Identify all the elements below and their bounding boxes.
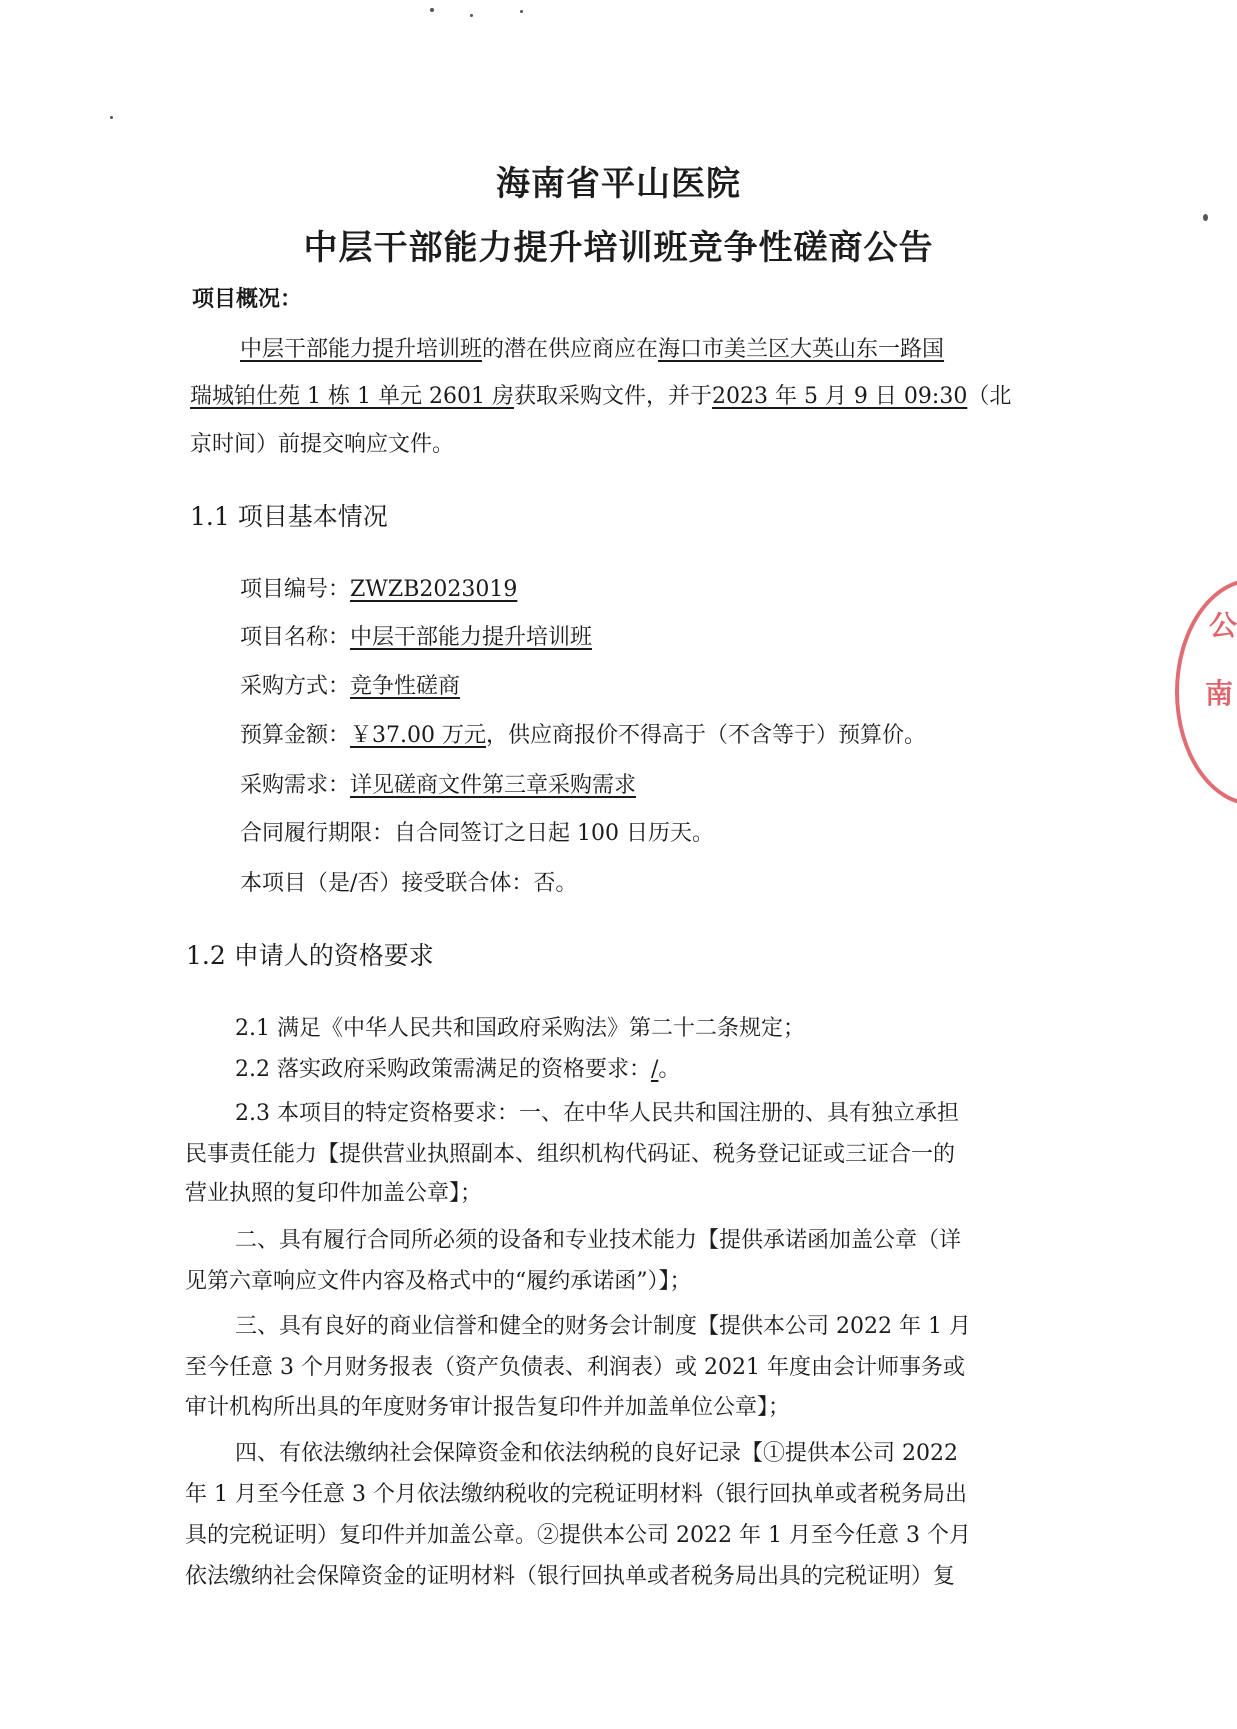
document-title-line1: 海南省平山医院 [496, 164, 741, 204]
requirement-two-line1: 二、具有履行合同所必须的设备和专业技术能力【提供承诺函加盖公章（详 [235, 1228, 962, 1253]
official-seal-stamp [1175, 578, 1237, 806]
document-title-line2: 中层干部能力提升培训班竞争性磋商公告 [303, 228, 934, 268]
requirement-three-line2: 至今任意 3 个月财务报表（资产负债表、利润表）或 2021 年度由会计师事务或 [185, 1355, 965, 1380]
requirement-three-line3: 审计机构所出具的年度财务审计报告复印件并加盖单位公章】； [185, 1395, 791, 1420]
consortium-row: 本项目（是/否）接受联合体：否。 [240, 871, 578, 896]
stamp-char: 南 [1205, 677, 1234, 710]
requirement-four-line4: 依法缴纳社会保障资金的证明材料（银行回执单或者税务局出具的完税证明）复 [185, 1564, 956, 1589]
requirement-2-1: 2.1 满足《中华人民共和国政府采购法》第二十二条规定； [235, 1016, 805, 1041]
project-number-row: 项目编号：ZWZB2023019 [240, 577, 518, 602]
section-1-2-heading: 1.2 申请人的资格要求 [186, 941, 434, 970]
stamp-char: 公 [1209, 609, 1237, 642]
budget-row: 预算金额：￥37.00 万元，供应商报价不得高于（不含等于）预算价。 [240, 723, 927, 748]
overview-heading: 项目概况： [192, 286, 303, 312]
overview-paragraph-line2: 瑞城铂仕苑 1 栋 1 单元 2601 房获取采购文件，并于2023 年 5 月 9 日 09:30（北 [190, 384, 1012, 409]
scan-speck [520, 10, 523, 13]
requirement-2-3-line3: 营业执照的复印件加盖公章】； [185, 1181, 483, 1206]
requirement-2-2: 2.2 落实政府采购政策需满足的资格要求：/。 [235, 1057, 681, 1082]
project-name-row: 项目名称：中层干部能力提升培训班 [240, 625, 593, 650]
scan-speck [430, 8, 434, 12]
requirement-two-line2: 见第六章响应文件内容及格式中的“履约承诺函”）】； [185, 1269, 692, 1294]
section-1-1-heading: 1.1 项目基本情况 [190, 502, 388, 531]
scan-speck [470, 14, 473, 17]
requirement-three-line1: 三、具有良好的商业信誉和健全的财务会计制度【提供本公司 2022 年 1 月 [235, 1314, 971, 1339]
contract-period-row: 合同履行期限：自合同签订之日起 100 日历天。 [240, 821, 714, 846]
requirement-2-3-line1: 2.3 本项目的特定资格要求：一、在中华人民共和国注册的、具有独立承担 [235, 1101, 959, 1126]
requirement-four-line2: 年 1 月至今任意 3 个月依法缴纳税收的完税证明材料（银行回执单或者税务局出 [185, 1482, 967, 1507]
requirement-four-line1: 四、有依法缴纳社会保障资金和依法纳税的良好记录【①提供本公司 2022 [235, 1441, 958, 1466]
procurement-method-row: 采购方式：竞争性磋商 [240, 674, 461, 699]
procurement-demand-row: 采购需求：详见磋商文件第三章采购需求 [240, 773, 637, 798]
scan-speck [110, 116, 113, 119]
overview-paragraph-line1: 中层干部能力提升培训班的潜在供应商应在海口市美兰区大英山东一路国 [240, 337, 945, 362]
overview-paragraph-line3: 京时间）前提交响应文件。 [190, 432, 455, 457]
requirement-four-line3: 具的完税证明）复印件并加盖公章。②提供本公司 2022 年 1 月至今任意 3 个月 [185, 1523, 971, 1548]
requirement-2-3-line2: 民事责任能力【提供营业执照副本、组织机构代码证、税务登记证或三证合一的 [185, 1142, 956, 1167]
